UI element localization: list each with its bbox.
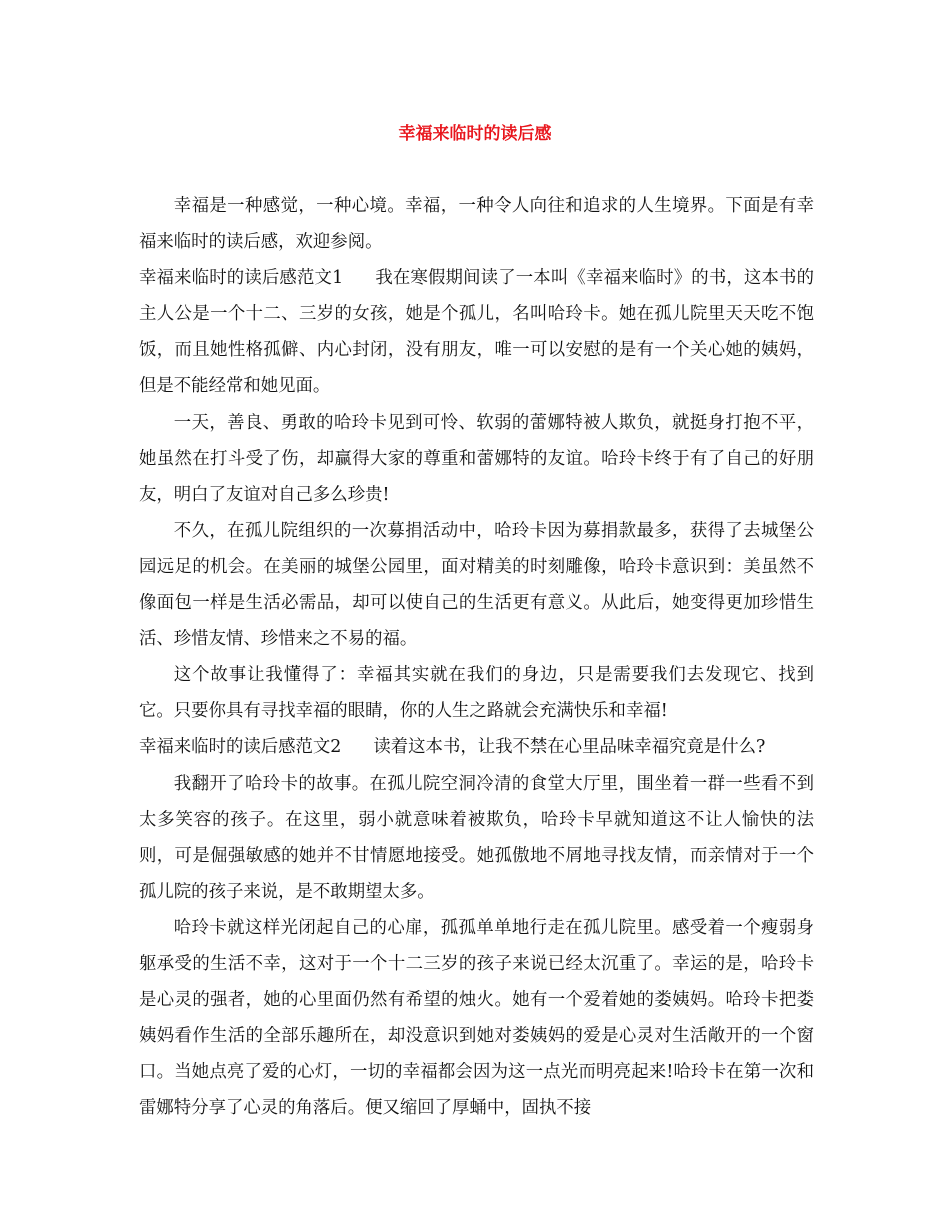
sample2-paragraph-2: 我翻开了哈玲卡的故事。在孤儿院空洞冷清的食堂大厅里，围坐着一群一些看不到太多笑容的孩子。在这里，弱小就意味着被欺负，哈玲卡早就知道这不让人愉快的法则，可是倔强敏感的她并不甘情愿地接受。她孤傲地不屑地寻找友情，而亲情对于一个孤儿院的孩子来说，是不敢期望太多。 (139, 773, 814, 902)
document-body (139, 188, 814, 1126)
sample1-paragraph-3: 不久，在孤儿院组织的一次募捐活动中，哈玲卡因为募捐款最多，获得了去城堡公园远足的机会。在美丽的城堡公园里，面对精美的时刻雕像，哈玲卡意识到：美虽然不像面包一样是生活必需品，却可以使自己的生活更有意义。从此后，她变得更加珍惜生活、珍惜友情、珍惜来之不易的福。 (139, 520, 814, 650)
document-title: 幸福来临时的读后感 (398, 124, 552, 144)
sample1-paragraph-2: 一天，善良、勇敢的哈玲卡见到可怜、软弱的蕾娜特被人欺负，就挺身打抱不平，她虽然在打斗受了伤，却赢得大家的尊重和蕾娜特的友谊。哈玲卡终于有了自己的好朋友，明白了友谊对自己多么珍贵! (139, 412, 814, 505)
intro-paragraph: 幸福是一种感觉，一种心境。幸福，一种令人向往和追求的人生境界。下面是有幸福来临时的读后感，欢迎参阅。 (139, 196, 814, 253)
sample1-heading: 幸福来临时的读后感范文1 (139, 268, 344, 289)
sample1-first-text: 我在寒假期间读了一本叫《幸福来临时》的书，这本书的主人公是一个十二、三岁的女孩，她是个孤儿，名叫哈玲卡。她在孤儿院里天天吃不饱饭，而且她性格孤僻、内心封闭，没有朋友，唯一可以安慰的是有一个关心她的姨妈，但是不能经常和她见面。 (139, 268, 814, 397)
sample2-paragraph (139, 729, 814, 765)
sample2-first-text: 读着这本书，让我不禁在心里品味幸福究竟是什么? (373, 737, 766, 758)
sample2-paragraph-3: 哈玲卡就这样光闭起自己的心扉，孤孤单单地行走在孤儿院里。感受着一个瘦弱身躯承受的生活不幸，这对于一个十二三岁的孩子来说已经太沉重了。幸运的是，哈玲卡是心灵的强者，她的心里面仍然有希望的烛火。她有一个爱着她的娄姨妈。哈玲卡把娄姨妈看作生活的全部乐趣所在，却没意识到她对娄姨妈的爱是心灵对生活敞开的一个窗口。当她点亮了爱的心灯，一切的幸福都会因为这一点光而明亮起来!哈玲卡在第一次和雷娜特分享了心灵的角落后。便又缩回了厚蛹中，固执不接 (139, 917, 814, 1119)
sample2-heading: 幸福来临时的读后感范文2 (139, 737, 342, 758)
sample1-paragraph (139, 260, 814, 404)
sample1-paragraph-4: 这个故事让我懂得了：幸福其实就在我们的身边，只是需要我们去发现它、找到它。只要你具有寻找幸福的眼睛，你的人生之路就会充满快乐和幸福! (139, 665, 814, 722)
